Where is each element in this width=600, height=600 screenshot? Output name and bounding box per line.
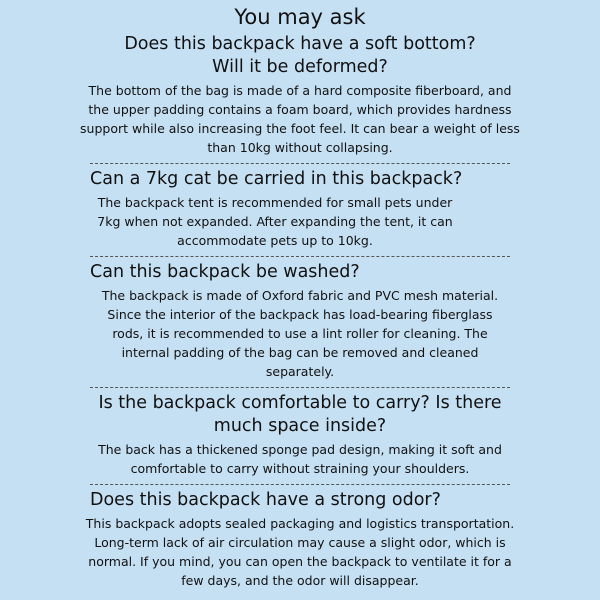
faq-answer: The backpack is made of Oxford fabric and PVC mesh material. Since the interior of the backpack has load-bearing fiberglass rods, it is recommended to use a lint roller for cleaning. The internal padding of the bag can be removed and cleaned separately. (101, 288, 499, 379)
dashed-divider (90, 256, 510, 257)
faq-item-comfort (0, 392, 600, 478)
faq-item-cat-weight (0, 168, 600, 250)
faq-answer: The bottom of the bag is made of a hard composite fiberboard, and the upper padding contains a foam board, which provides hardness support while also increasing the foot feel. It can bear a weight of less than 10kg without collapsing. (80, 83, 520, 155)
faq-question (0, 261, 600, 284)
faq-question (0, 392, 600, 438)
faq-question-line: much space inside? (213, 416, 387, 436)
faq-question-line: Can this backpack be washed? (90, 262, 360, 282)
faq-question (0, 33, 600, 79)
dashed-divider (90, 387, 510, 388)
faq-question (0, 489, 600, 512)
page-title: You may ask (234, 5, 366, 29)
faq-question-line: Does this backpack have a soft bottom? (124, 34, 476, 54)
faq-item-odor (0, 489, 600, 590)
faq-answer: This backpack adopts sealed packaging and logistics transportation. Long-term lack of air circulation may cause a slight odor, which is normal. If you mind, you can open the backpack to ventilate it for a few days, and the odor will disappear. (85, 516, 515, 588)
faq-question-line: Will it be deformed? (212, 57, 388, 77)
faq-question-line: Can a 7kg cat be carried in this backpack? (90, 169, 463, 189)
dashed-divider (90, 484, 510, 485)
faq-question-line: Is the backpack comfortable to carry? Is there (98, 393, 502, 413)
dashed-divider (90, 163, 510, 164)
faq-item-washing (0, 261, 600, 381)
faq-item-soft-bottom (0, 33, 600, 157)
faq-question-line: Does this backpack have a strong odor? (90, 490, 441, 510)
faq-answer: The backpack tent is recommended for small pets under 7kg when not expanded. After expanding the tent, it can accommodate pets up to 10kg. (97, 195, 453, 248)
faq-answer: The back has a thickened sponge pad design, making it soft and comfortable to carry without straining your shoulders. (98, 442, 502, 476)
faq-question (0, 168, 600, 191)
